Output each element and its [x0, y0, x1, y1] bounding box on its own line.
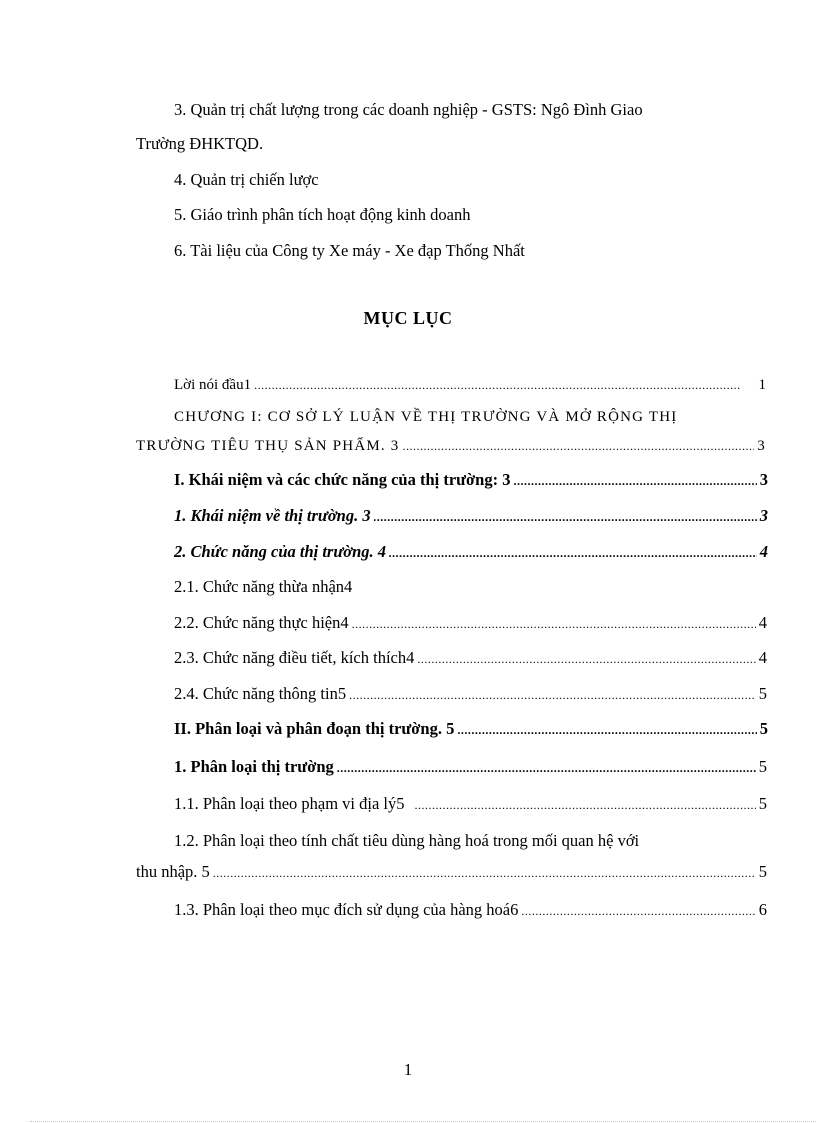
toc-entry-section: II. Phân loại và phân đoạn thị trường. 5 ..... 5 [174, 719, 768, 740]
page-number: 1 [403, 1060, 413, 1079]
toc-entry-item: 1.2. Phân loại theo tính chất tiêu dùng hàng hoá trong mối quan hệ với [174, 831, 640, 850]
reference-item: 5. Giáo trình phân tích hoạt động kinh doanh [174, 205, 471, 224]
reference-item: 4. Quản trị chiến lược [174, 170, 319, 189]
toc-entry-item: 1.1. Phân loại theo phạm vi địa lý5 ..... 5 [174, 794, 767, 815]
toc-entry-item: 2.2. Chức năng thực hiện4 ..... 4 [174, 613, 767, 634]
toc-entry-subsection: 1. Phân loại thị trường ..... 5 [174, 757, 767, 778]
reference-item: 6. Tài liệu của Công ty Xe máy - Xe đạp Thống Nhất [174, 241, 525, 260]
reference-item: 3. Quản trị chất lượng trong các doanh nghiệp - GSTS: Ngô Đình Giao [174, 100, 643, 119]
toc-entry-subsection: 1. Khái niệm về thị trường. 3 ..... 3 [174, 506, 768, 527]
page-bottom-divider [30, 1121, 816, 1122]
toc-entry-item: 2.4. Chức năng thông tin5 ..... 5 [174, 684, 767, 705]
toc-entry-chapter-continuation: TRƯỜNG TIÊU THỤ SẢN PHẨM. 3 ..... 3 [136, 436, 766, 456]
toc-entry-item: 1.3. Phân loại theo mục đích sử dụng của hàng hoá6 ..... 6 [174, 900, 767, 921]
toc-entry-chapter: CHƯƠNG I: CƠ SỞ LÝ LUẬN VỀ THỊ TRƯỜNG VÀ MỞ RỘNG THỊ [174, 409, 678, 425]
toc-entry: Lời nói đầu1 ..... 1 [174, 375, 766, 395]
toc-entry-item: 2.1. Chức năng thừa nhận4 [174, 577, 353, 596]
toc-entry-item-continuation: thu nhập. 5 ..... 5 [136, 862, 767, 883]
toc-entry-item: 2.3. Chức năng điều tiết, kích thích4 ..... 4 [174, 648, 767, 669]
toc-entry-subsection: 2. Chức năng của thị trường. 4 ..... 4 [174, 542, 768, 563]
toc-title: MỤC LỤC [363, 308, 453, 328]
toc-entry-section: I. Khái niệm và các chức năng của thị trường: 3 ..... 3 [174, 470, 768, 491]
reference-item-continuation: Trường ĐHKTQD. [136, 134, 264, 153]
